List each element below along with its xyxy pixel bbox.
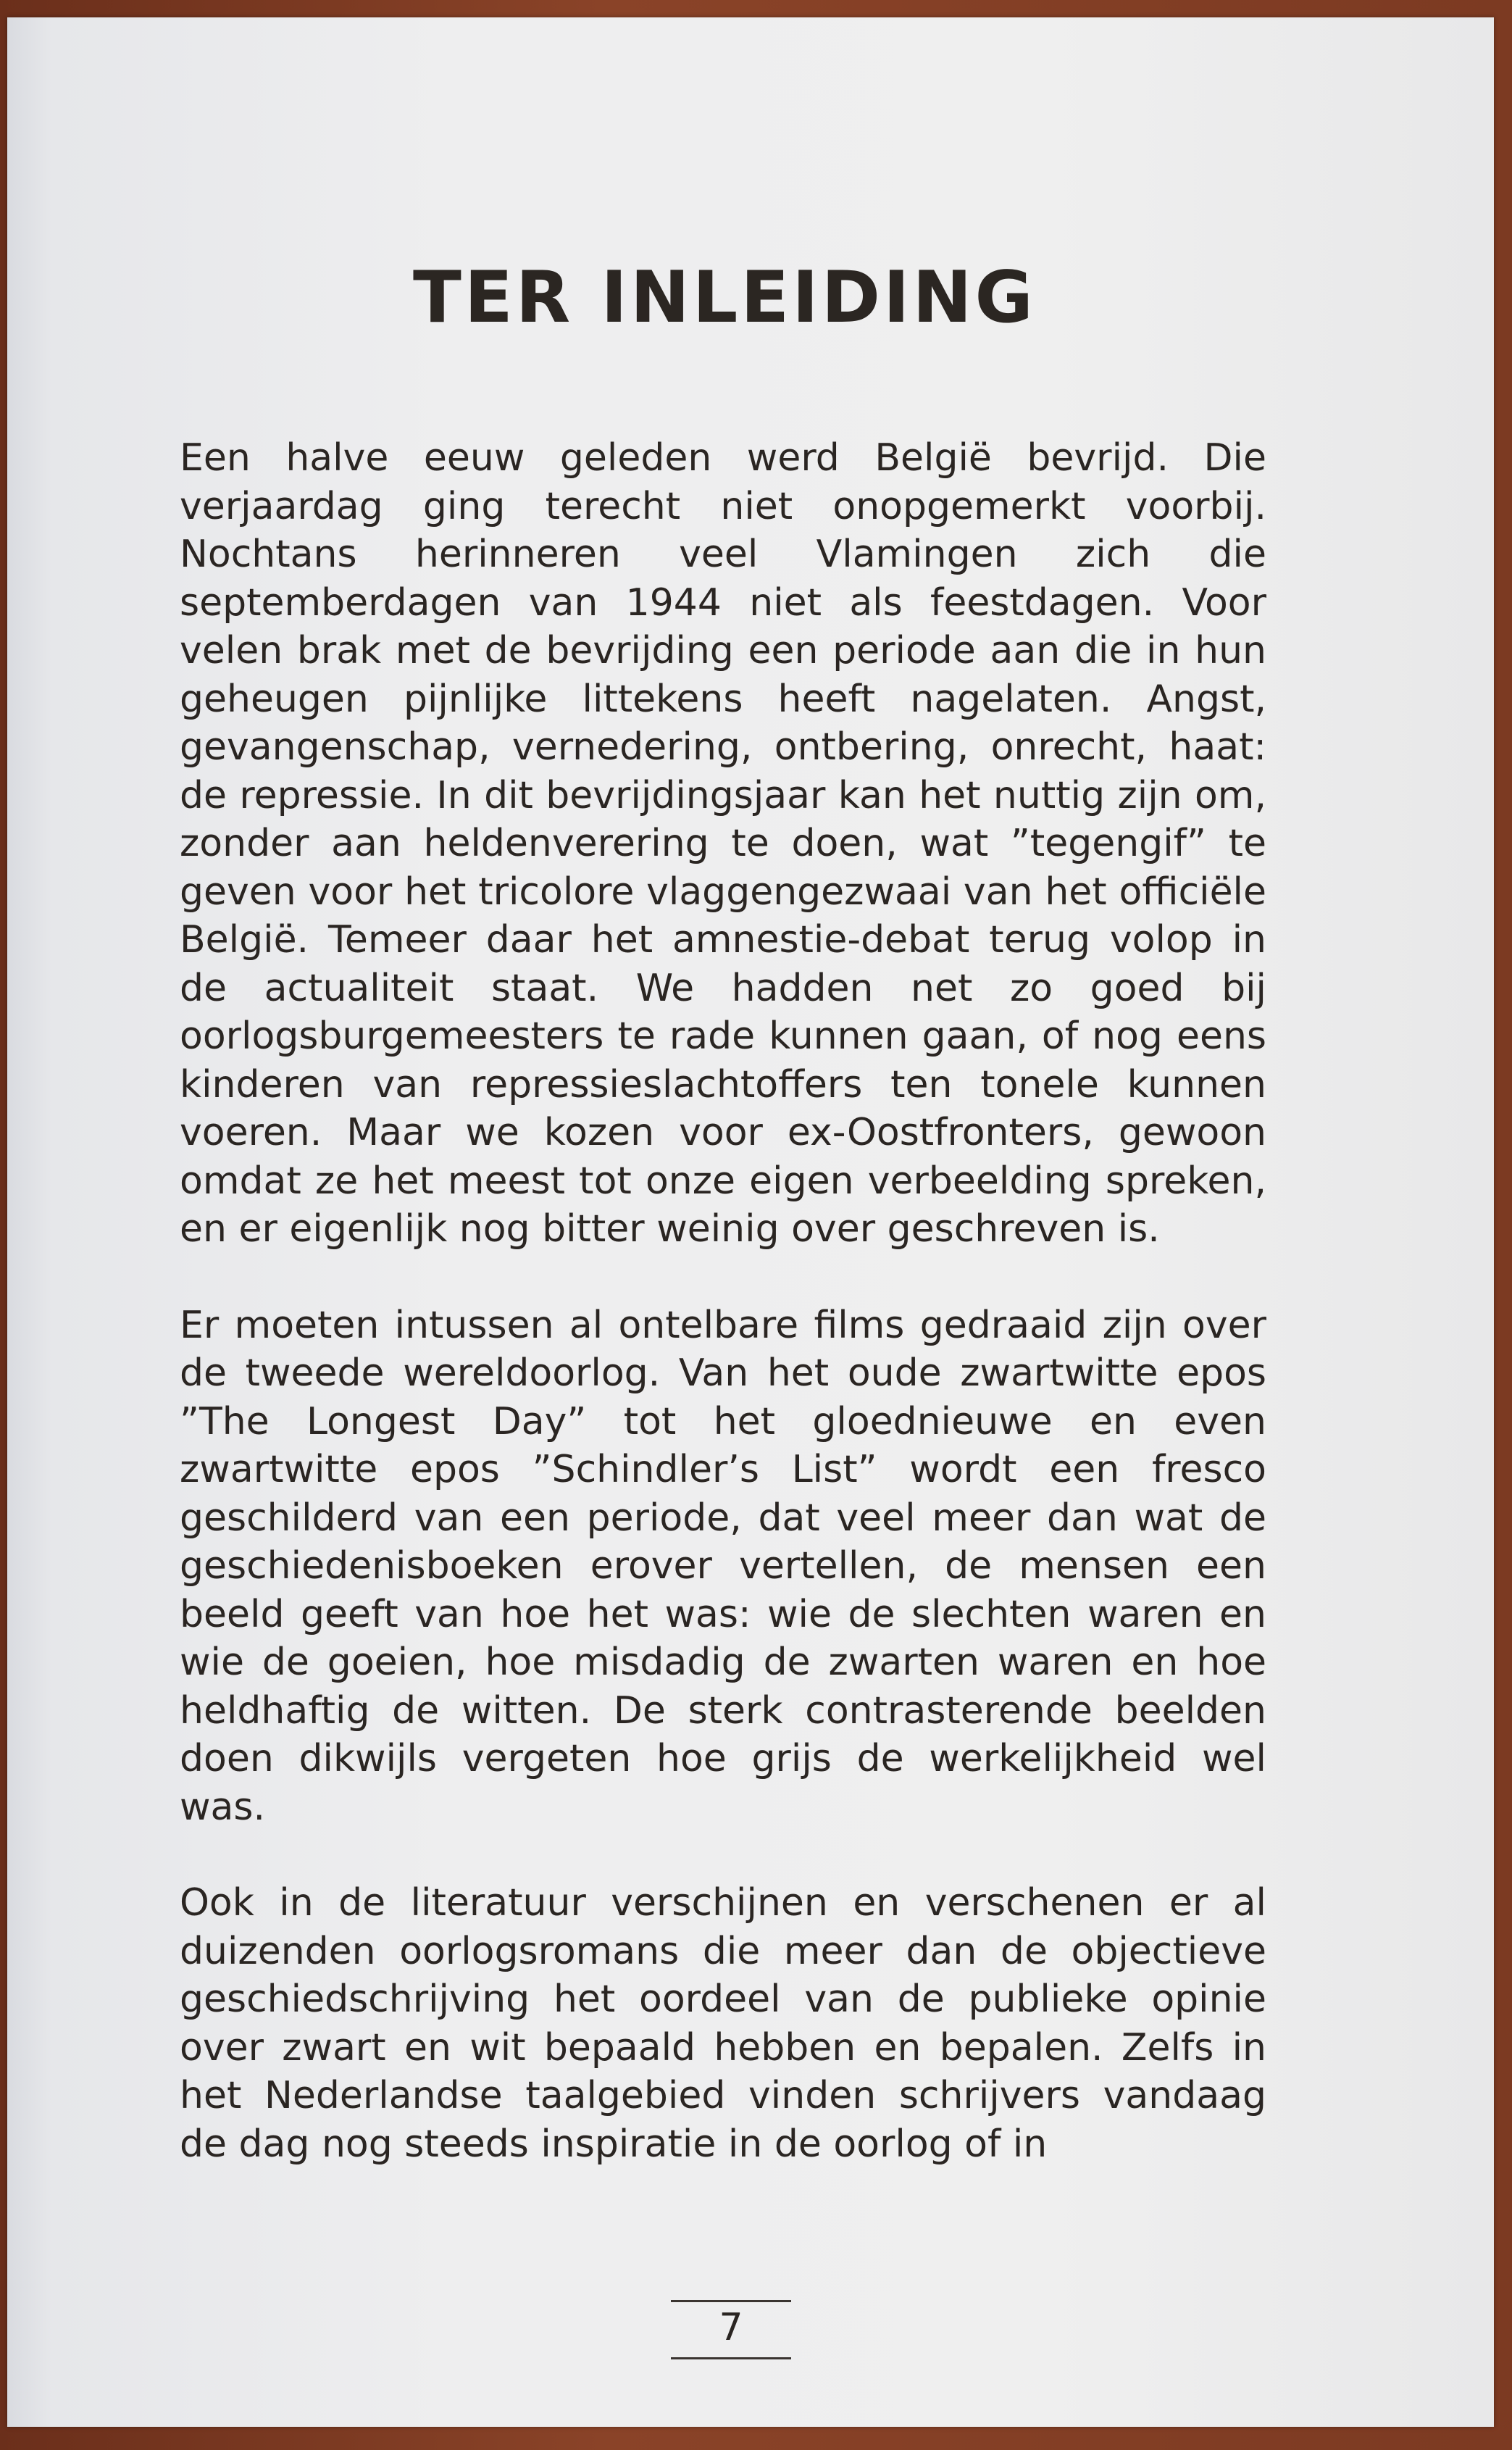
paragraph-1: Een halve eeuw geleden werd België bevrijd. Die verjaardag ging terecht niet onopgemerkt voorbij. Nochtans herinneren veel Vlamingen zich die septemberdagen van 1944 niet als feestdagen. Voor velen brak met de bevrijding een periode aan die in hun geheugen pijnlijke littekens heeft nagelaten. Angst, gevangenschap, vernedering, ontbering, onrecht, haat: de repressie. In dit bevrijdingsjaar kan het nuttig zijn om, zonder aan heldenverering te doen, wat ”tegengif” te geven voor het tricolore vlaggengezwaai van het officiële België. Temeer daar het amnestie-debat terug volop in de actualiteit staat. We hadden net zo goed bij oorlogsburgemeesters te rade kunnen gaan, of nog eens kinderen van repressieslachtoffers ten tonele kunnen voeren. Maar we kozen voor ex-Oostfronters, gewoon omdat ze het meest tot onze eigen verbeelding spreken, en er eigenlijk nog bitter weinig over geschreven is. [180,436,1266,1251]
body-text [180,434,1266,2216]
page-title: TER INLEIDING [413,257,1036,339]
paragraph-3: Ook in de literatuur verschijnen en verschenen er al duizenden oorlogsromans die meer dan de objectieve geschiedschrijving het oordeel van de publieke opinie over zwart en wit bepaald hebben en bepalen. Zelfs in het Nederlandse taalgebied vinden schrijvers vandaag de dag nog steeds inspiratie in de oorlog of in [180,1881,1266,2166]
book-page [7,17,1494,2427]
paragraph-2: Er moeten intussen al ontelbare films gedraaid zijn over de tweede wereldoorlog. Van het oude zwartwitte epos ”The Longest Day” tot het gloednieuwe en even zwartwitte epos ”Schindler’s List” wordt een fresco geschilderd van een periode, dat veel meer dan wat de geschiedenisboeken erover vertellen, de mensen een beeld geeft van hoe het was: wie de slechten waren en wie de goeien, hoe misdadig de zwarten waren en hoe heldhaftig de witten. De sterk contrasterende beelden doen dikwijls vergeten hoe grijs de werkelijkheid wel was. [180,1303,1266,1829]
page-number: 7 [671,2300,791,2359]
